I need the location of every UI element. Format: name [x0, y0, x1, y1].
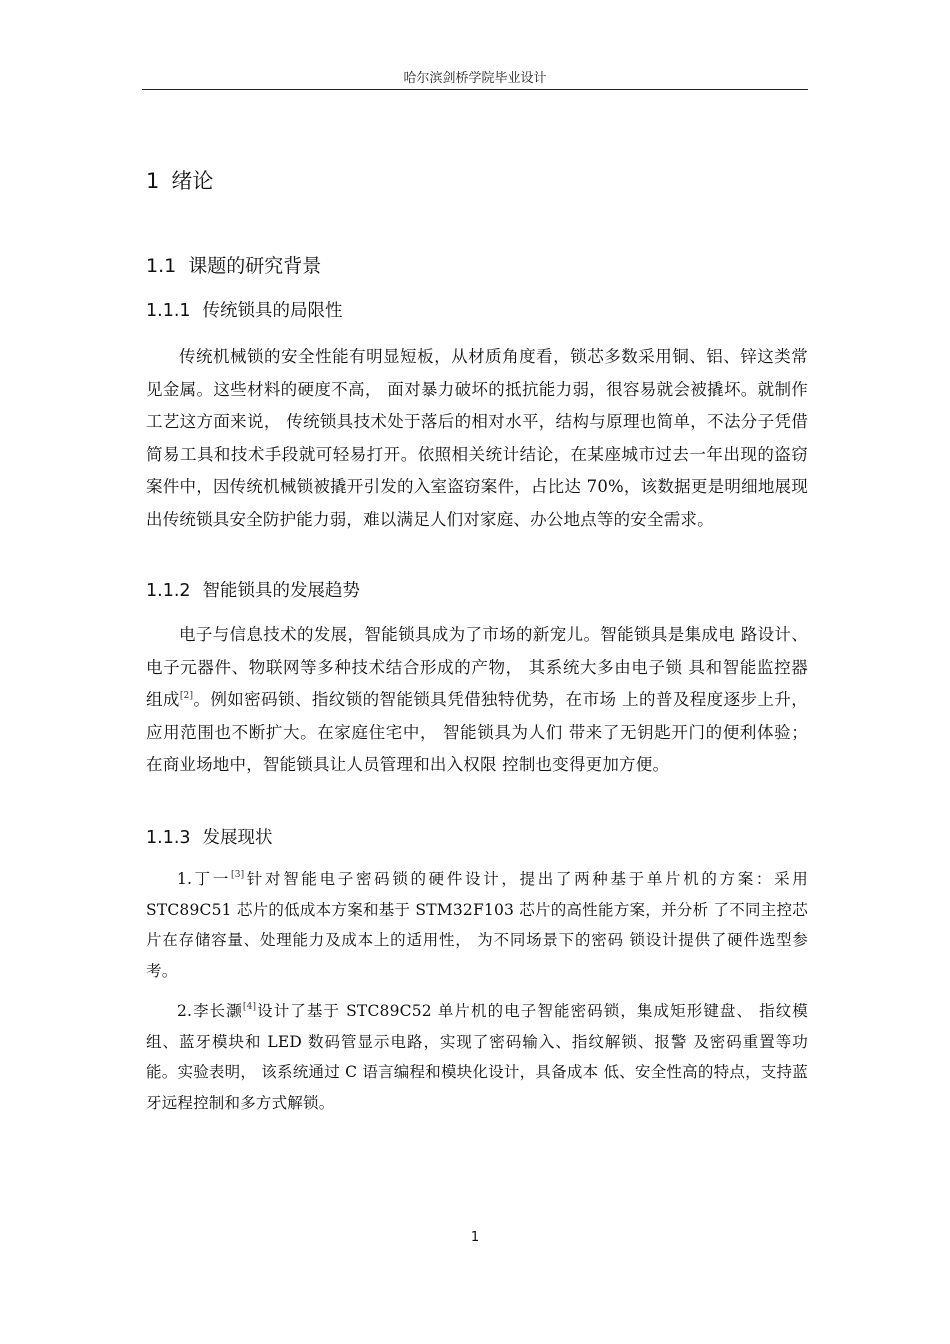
- subsection-number: 1.1.2: [146, 581, 191, 601]
- page-header: 哈尔滨剑桥学院毕业设计: [403, 71, 547, 86]
- item-lead: 2.李长灏: [177, 1002, 243, 1020]
- subsection-heading-1-1-3: [146, 825, 273, 851]
- subsection-heading-1-1-1: [146, 298, 343, 324]
- citation-ref: [3]: [231, 870, 245, 880]
- item-lead: 1.丁一: [177, 870, 232, 888]
- subsection-number: 1.1.3: [146, 828, 191, 848]
- section-title: 课题的研究背景: [188, 255, 322, 277]
- paragraph-smart-lock-trend: [146, 619, 808, 782]
- subsection-number: 1.1.1: [146, 301, 191, 321]
- paragraph-traditional-locks: 传统机械锁的安全性能有明显短板，从材质角度看，锁芯多数采用铜、铝、锌这类常见金属。这些材料的硬度不高， 面对暴力破坏的抵抗能力弱，很容易就会被撬坏。就制作工艺这方面来说， 传统锁具技术处于落后的相对水平，结构与原理也简单，不法分子凭借简易工具和技术手段就可轻易打开。依照相关统计结论，在某座城市过去一年出现的盗窃案件中，因传统机械锁被撬开引发的入室盗窃案件，占比达 70%，该数据更是明细地展现出传统锁具安全防护能力弱，难以满足人们对家庭、办公地点等的安全需求。: [146, 347, 808, 529]
- citation-ref: [2]: [179, 691, 194, 702]
- item-text: 设计了基于 STC89C52 单片机的电子智能密码锁，集成矩形键盘、 指纹模组、蓝牙模块和 LED 数码管显示电路，实现了密码输入、指纹解锁、报警 及密码重置等功能。实验表明， 该系统通过 C 语言编程和模块化设计，具备成本 低、安全性高的特点，支持蓝牙远程控制和多方式解锁。: [146, 1002, 808, 1112]
- list-item-2: [146, 996, 808, 1118]
- header-divider: [142, 89, 808, 90]
- paragraph-text: 。例如密码锁、指纹锁的智能锁具凭借独特优势，在市场 上的普及程度逐步上升，应用范围也不断扩大。在家庭住宅中， 智能锁具为人们 带来了无钥匙开门的便利体验；在商业场地中，智能锁具让人员管理和出入权限 控制也变得更加方便。: [146, 690, 808, 775]
- paragraph-text: 电子与信息技术的发展，智能锁具成为了市场的新宠儿。智能锁具是集成电 路设计、电子元器件、物联网等多种技术结合形成的产物， 其系统大多由电子锁 具和智能监控器组成: [146, 625, 808, 710]
- item-text: 针对智能电子密码锁的硬件设计，提出了两种基于单片机的方案：采用 STC89C51 芯片的低成本方案和基于 STM32F103 芯片的高性能方案，并分析 了不同主控芯片在存储容量、处理能力及成本上的适用性， 为不同场景下的密码 锁设计提供了硬件选型参考。: [146, 870, 808, 980]
- chapter-number: 1: [146, 169, 160, 193]
- section-number: 1.1: [146, 255, 177, 277]
- subsection-title: 智能锁具的发展趋势: [202, 581, 361, 601]
- subsection-title: 发展现状: [202, 828, 273, 848]
- subsection-heading-1-1-2: [146, 578, 360, 604]
- section-heading-1-1: [146, 252, 321, 280]
- subsection-title: 传统锁具的局限性: [202, 301, 343, 321]
- list-item-1: [146, 864, 808, 986]
- citation-ref: [4]: [242, 1002, 257, 1012]
- chapter-title: 绪论: [171, 169, 214, 193]
- chapter-heading: [146, 166, 213, 196]
- page-number: 1: [470, 1230, 480, 1245]
